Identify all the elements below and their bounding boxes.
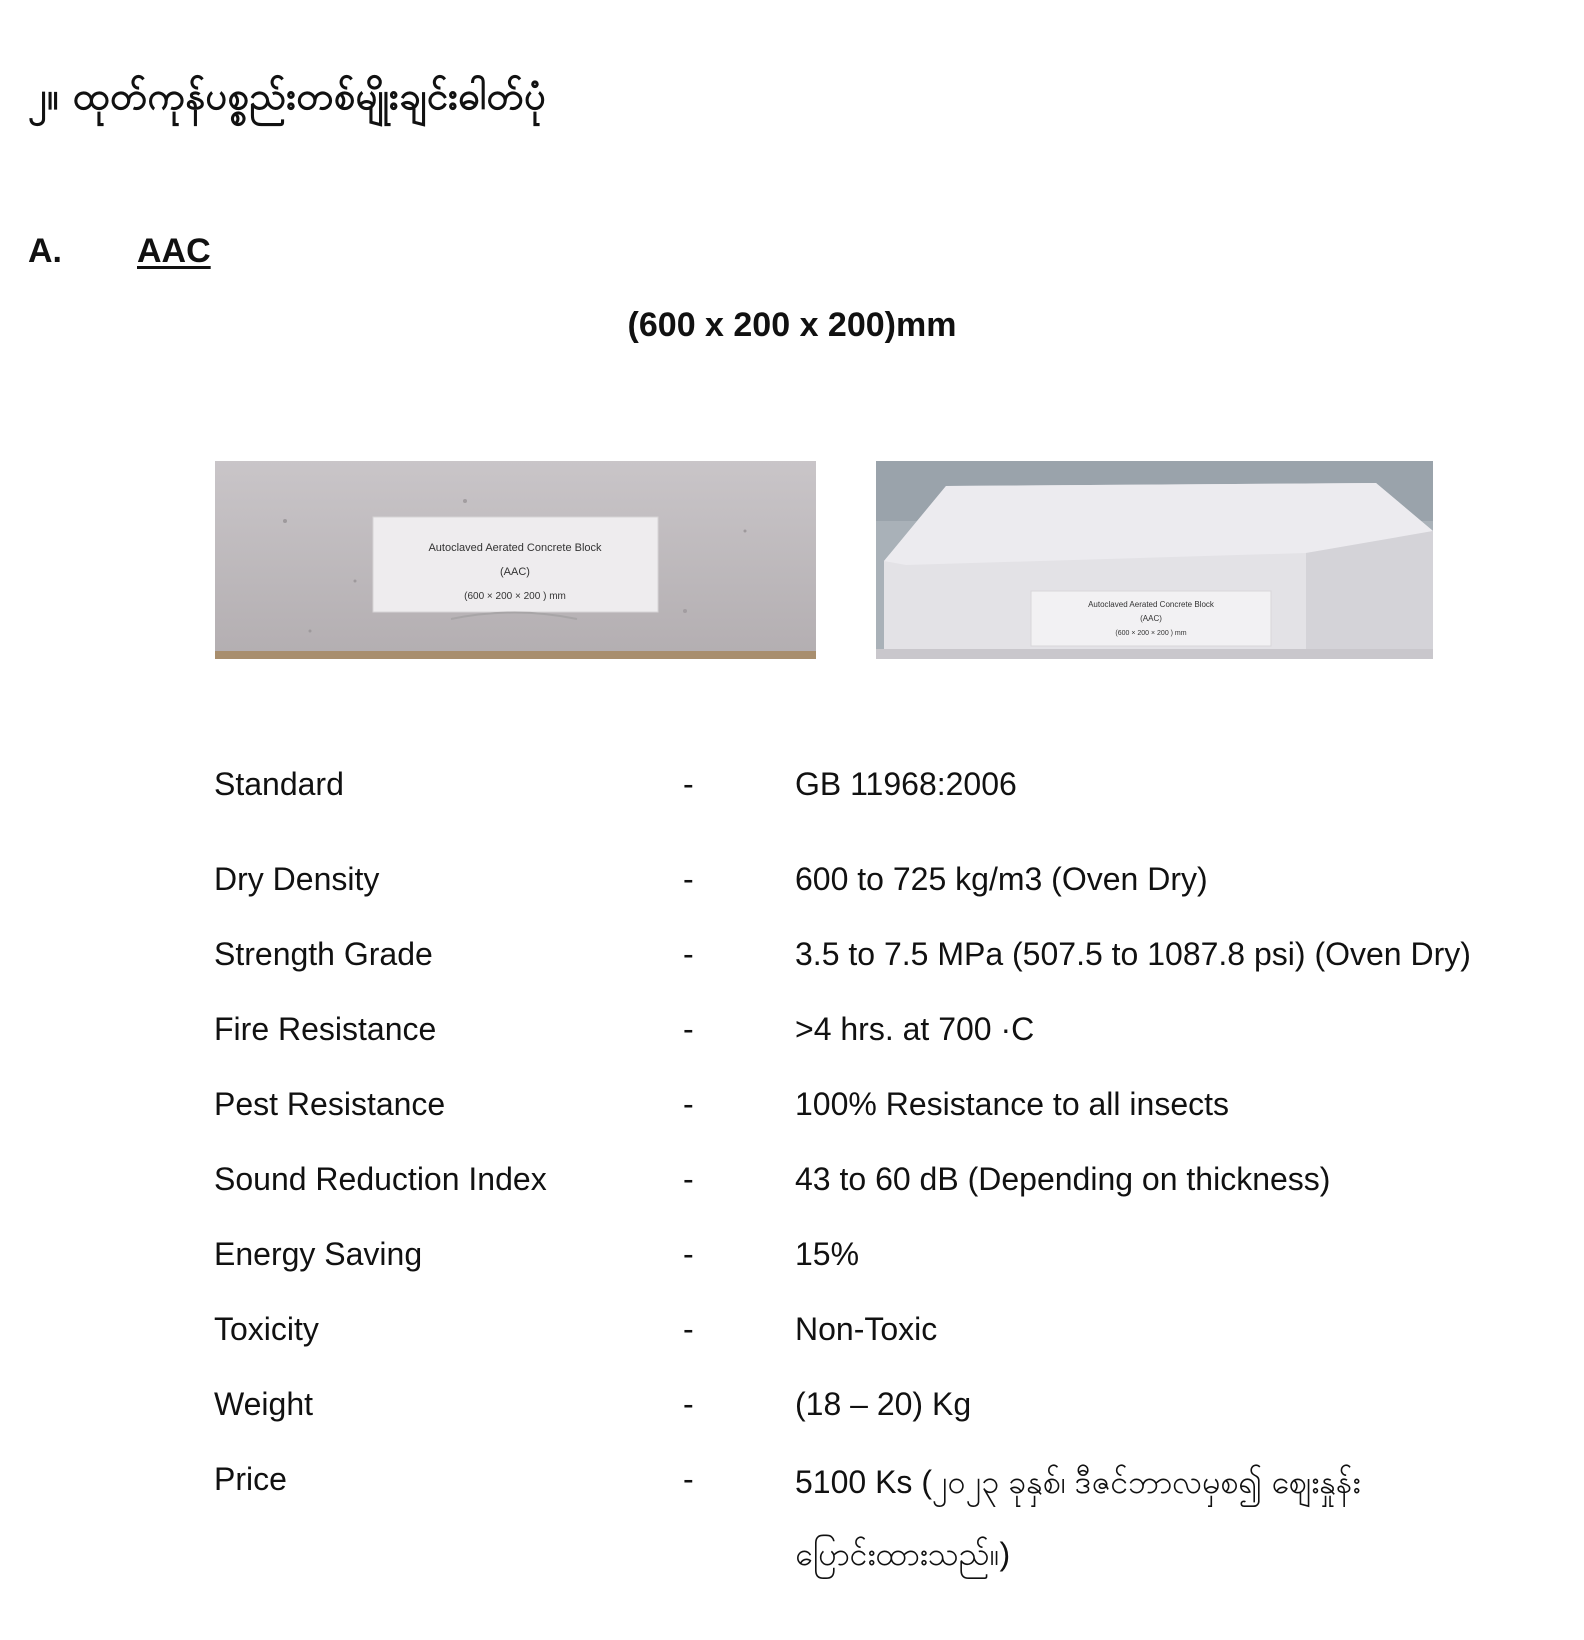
spec-value: >4 hrs. at 700 ·C [795,1011,1035,1047]
spec-label: Fire Resistance [214,1011,437,1047]
spec-row-toxicity [0,1311,1584,1371]
spec-label: Energy Saving [214,1236,423,1272]
spec-separator: - [683,861,694,897]
aac-block-angled-image [876,461,1433,659]
page-heading: ၂။ ထုတ်ကုန်ပစ္စည်းတစ်မျိုးချင်းဓါတ်ပုံ [28,74,547,118]
spec-separator: - [683,1086,694,1122]
spec-row-energy-saving [0,1236,1584,1296]
spec-value: GB 11968:2006 [795,766,1017,802]
label-line1: Autoclaved Aerated Concrete Block [1088,600,1214,609]
spec-label: Toxicity [214,1311,319,1347]
spec-value-continued: ပြောင်းထားသည်။) [795,1536,1011,1572]
aac-block-front-image [215,461,816,659]
spec-row-weight [0,1386,1584,1446]
spec-row-dry-density [0,861,1584,921]
spec-label: Price [214,1461,287,1497]
spec-label: Dry Density [214,861,380,897]
label-line3: (600 × 200 × 200 ) mm [1115,630,1187,637]
spec-value: 3.5 to 7.5 MPa (507.5 to 1087.8 psi) (Oven Dry) [795,936,1471,972]
spec-value: 15% [795,1236,860,1272]
spec-label: Weight [214,1386,314,1422]
spec-row-pest-resistance [0,1086,1584,1146]
spec-value: Non-Toxic [795,1311,938,1347]
spec-value: 5100 Ks (၂၀၂၃ ခုနှစ်၊ ဒီဇင်ဘာလမှစ၍ ဈေးနှုန်း [795,1464,1361,1500]
spec-value: 600 to 725 kg/m3 (Oven Dry) [795,861,1208,897]
block-dimensions: (600 x 200 x 200)mm [627,306,957,344]
spec-value: 43 to 60 dB (Depending on thickness) [795,1161,1331,1197]
spec-row-strength-grade [0,936,1584,996]
spec-label: Standard [214,766,344,802]
spec-separator: - [683,1311,694,1347]
label-line3: (600 × 200 × 200 ) mm [464,591,566,602]
spec-label: Strength Grade [214,936,433,972]
aac-block-angled-photo [876,461,1433,659]
label-line2: (AAC) [500,566,530,578]
label-line2: (AAC) [1140,614,1162,623]
spec-value: (18 – 20) Kg [795,1386,972,1422]
spec-row-fire-resistance [0,1011,1584,1071]
spec-label: Sound Reduction Index [214,1161,547,1197]
spec-label: Pest Resistance [214,1086,446,1122]
label-line1: Autoclaved Aerated Concrete Block [428,542,602,554]
spec-value: 100% Resistance to all insects [795,1086,1229,1122]
spec-separator: - [683,1161,694,1197]
section-letter: A. [28,232,62,270]
spec-separator: - [683,1461,694,1497]
spec-row-price [0,1461,1584,1601]
spec-separator: - [683,936,694,972]
spec-separator: - [683,766,694,802]
spec-separator: - [683,1236,694,1272]
aac-block-front-photo [215,461,816,659]
spec-separator: - [683,1386,694,1422]
section-title: AAC [137,232,211,270]
spec-separator: - [683,1011,694,1047]
spec-row-sound-reduction [0,1161,1584,1221]
spec-row-standard [0,766,1584,826]
